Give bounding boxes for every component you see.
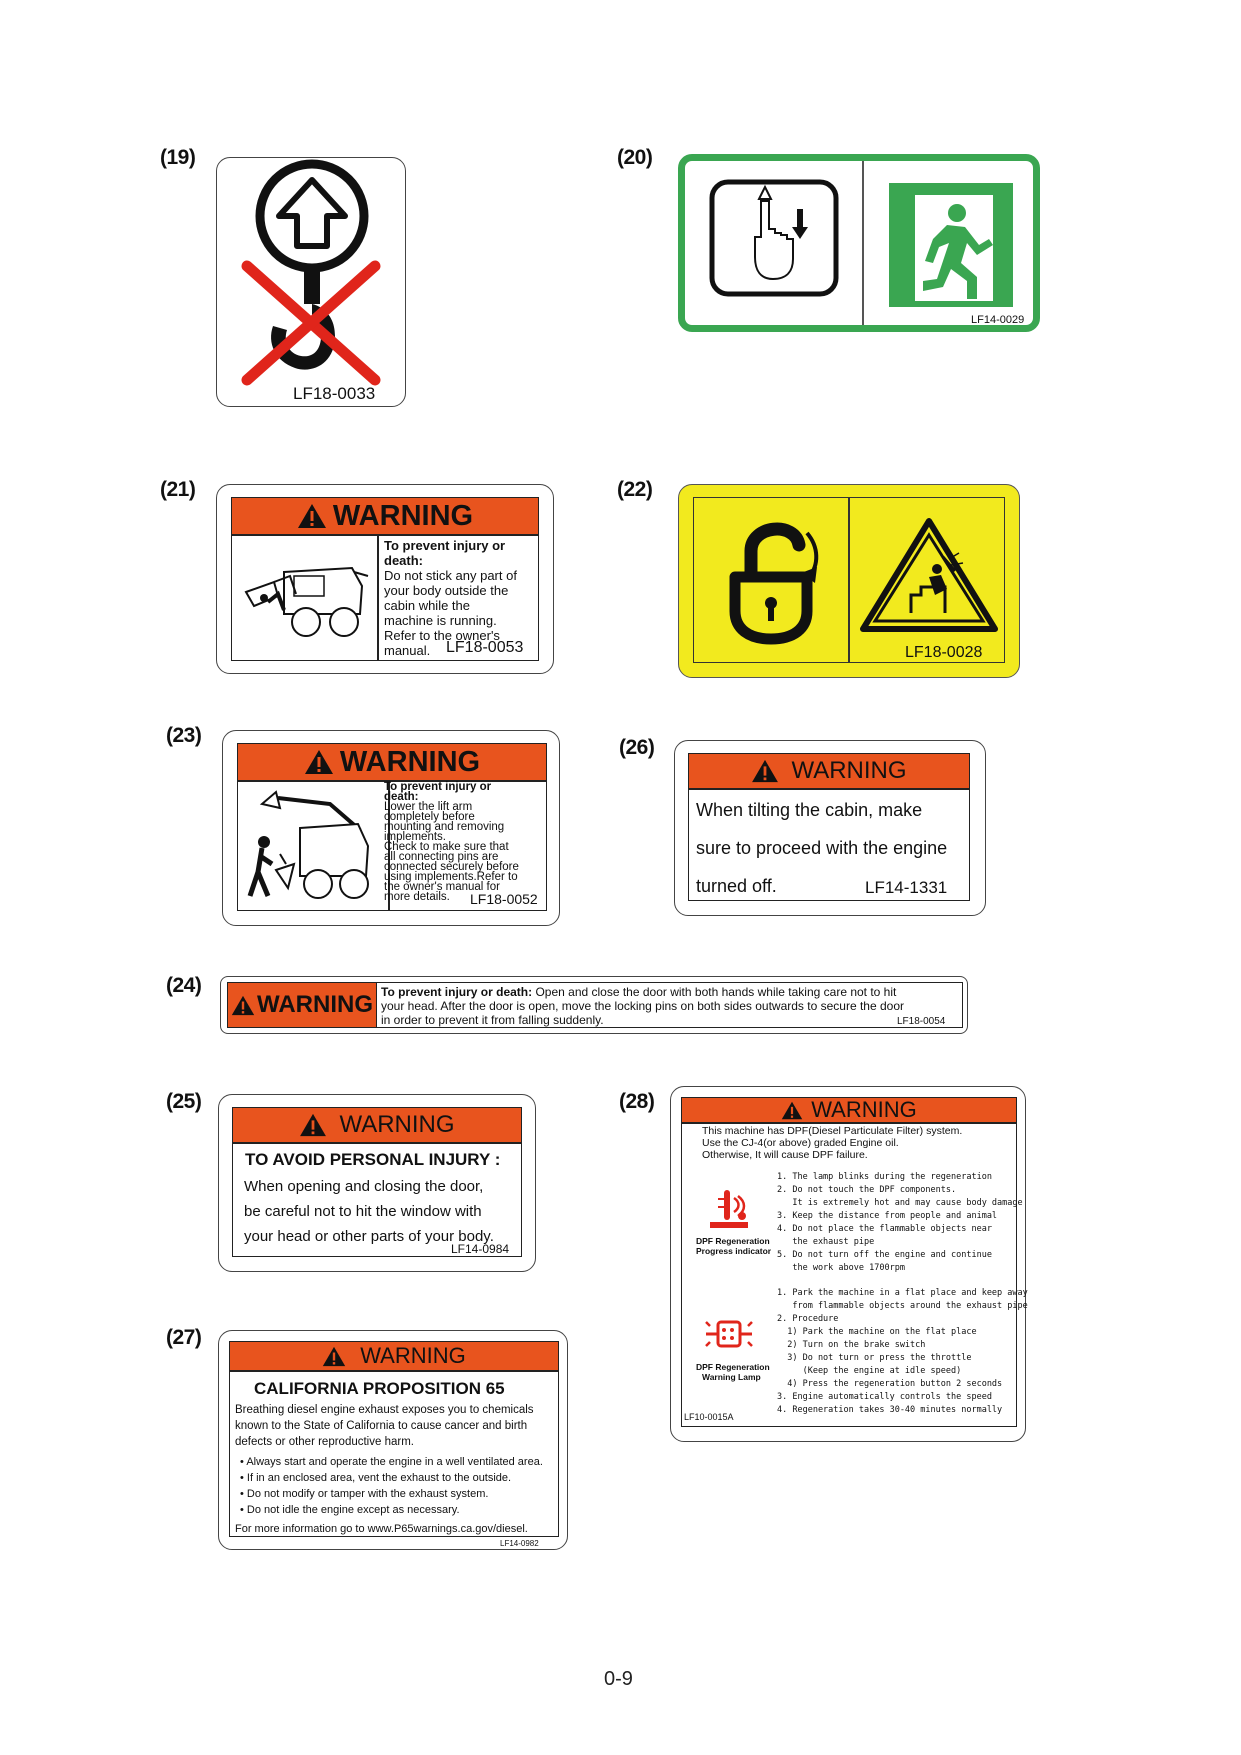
padlock-lock-icon [721, 511, 831, 647]
decal-code: LF18-0052 [470, 891, 538, 907]
warning-text-line: Breathing diesel engine exhaust exposes you to chemicals [235, 1404, 534, 1416]
icon-label: Progress indicator [696, 1246, 772, 1256]
decal-code: LF14-0984 [451, 1242, 510, 1256]
warning-text-line: sure to proceed with the engine [696, 838, 948, 858]
warning-text-line: Open and close the door with both hands while taking care not to hit [532, 985, 897, 999]
list-item: the exhaust pipe [777, 1237, 875, 1247]
warning-footer: For more information go to www.P65warnings.ca.gov/diesel. [235, 1523, 528, 1535]
warning-header [237, 743, 547, 781]
warning-text-line: more details. [384, 891, 450, 903]
label-22: (22) [617, 478, 653, 501]
warning-triangle-icon [751, 759, 779, 783]
warning-body [229, 1371, 559, 1548]
warning-triangle-icon [304, 749, 334, 775]
bullet-item: • Do not modify or tamper with the exhaust system. [240, 1488, 489, 1500]
list-item: 3. Keep the distance from people and animal [777, 1211, 998, 1221]
warning-text-line: Do not stick any part of [384, 568, 517, 583]
warning-triangle-icon [231, 995, 255, 1016]
warning-header [229, 1341, 559, 1371]
running-man-exit-icon [889, 183, 1013, 311]
warning-text-line [381, 985, 896, 999]
warning-header [232, 1107, 522, 1143]
bullet-text: If in an enclosed area, vent the exhaust to the outside. [246, 1472, 512, 1484]
warning-text-line: machine is running. [384, 613, 497, 628]
decal-20-emergency-exit [678, 154, 1040, 332]
decal-code: LF18-0033 [293, 384, 376, 403]
warning-text-line: When opening and closing the door, [244, 1178, 484, 1195]
press-down-hand-icon [709, 179, 839, 299]
warning-header-text: WARNING [257, 991, 373, 1018]
list-item: 1) Park the machine on the flat place [777, 1327, 977, 1337]
list-item: 2) Turn on the brake switch [777, 1340, 926, 1350]
decal-23-lift-arm-warning [222, 730, 560, 926]
warning-text-line: death: [384, 553, 423, 568]
list-item: 3) Do not turn or press the throttle [777, 1353, 972, 1363]
decal-26-tilting-cabin-warning [674, 740, 986, 916]
icon-label: DPF Regeneration [696, 1362, 770, 1372]
warning-text-line: To prevent injury or [384, 538, 506, 553]
warning-text-line: turned off. [696, 876, 777, 896]
warning-body [688, 789, 970, 901]
warning-header-text: WARNING [360, 1343, 466, 1368]
skid-steer-loader-icon [234, 562, 374, 640]
list-item: 2. Do not touch the DPF components. [777, 1185, 957, 1195]
decal-19-no-lifting-hook [216, 157, 406, 407]
warning-text-line: Lower the lift arm [384, 801, 473, 813]
warning-text-line: death: [384, 791, 419, 803]
label-27: (27) [166, 1326, 202, 1349]
warning-text-line: your head. After the door is open, move the locking pins on both sides outwards to secure the door [381, 999, 904, 1013]
label-26: (26) [619, 736, 655, 759]
label-20: (20) [617, 146, 653, 169]
decal-code: LF18-0054 [897, 1016, 946, 1027]
decal-27-california-prop-65 [218, 1330, 568, 1550]
warning-header-text: WARNING [339, 745, 481, 778]
list-item: 4) Press the regeneration button 2 seconds [777, 1379, 1003, 1389]
decal-code: LF14-0982 [500, 1539, 539, 1548]
list-item: from flammable objects around the exhaust pipe [777, 1301, 1028, 1311]
warning-lead: To prevent injury or death: [381, 985, 533, 999]
warning-text-line: To prevent injury or [384, 781, 492, 793]
warning-triangle-icon [299, 1113, 327, 1137]
bullet-text: Always start and operate the engine in a well ventilated area. [246, 1456, 543, 1468]
icon-label: Warning Lamp [702, 1372, 761, 1382]
warning-text-line: known to the State of California to cause cancer and birth [235, 1420, 528, 1432]
bullet-text: Do not idle the engine except as necessary. [246, 1504, 460, 1516]
list-item: 4. Regeneration takes 30-40 minutes normally [777, 1405, 1003, 1415]
warning-header [227, 982, 377, 1028]
warning-text-line: be careful not to hit the window with [244, 1203, 482, 1220]
decal-code: LF18-0028 [905, 644, 983, 661]
decal-code: LF18-0053 [446, 639, 524, 656]
warning-text-line: Use the CJ-4(or above) graded Engine oil. [702, 1137, 899, 1149]
bullet-item: • Do not idle the engine except as necessary. [240, 1504, 460, 1516]
warning-title: CALIFORNIA PROPOSITION 65 [254, 1379, 505, 1398]
list-item: 2. Procedure [777, 1314, 839, 1324]
decal-code: LF14-0029 [971, 314, 1025, 326]
warning-text-line: your head or other parts of your body. [244, 1228, 494, 1245]
lift-hook-prohibited-icon [217, 158, 405, 398]
warning-triangle-icon [297, 503, 327, 529]
warning-text-line: implements. [384, 831, 446, 843]
warning-body [237, 781, 547, 911]
warning-text-line: in order to prevent it from falling suddenly. [381, 1013, 604, 1027]
dpf-regeneration-progress-icon [704, 1184, 754, 1234]
list-item: 3. Engine automatically controls the speed [777, 1392, 992, 1402]
warning-body [681, 1123, 1028, 1427]
warning-header-text: WARNING [332, 499, 474, 532]
bullet-item: • If in an enclosed area, vent the exhaust to the outside. [240, 1472, 512, 1484]
label-24: (24) [166, 974, 202, 997]
warning-header-text: WARNING [811, 1097, 917, 1122]
warning-text-line: This machine has DPF(Diesel Particulate Filter) system. [702, 1125, 963, 1137]
warning-body [377, 982, 963, 1028]
warning-text-line: manual. [384, 643, 431, 658]
decal-25-door-window-warning [218, 1094, 536, 1272]
warning-text-line: Otherwise, It will cause DPF failure. [702, 1149, 868, 1161]
warning-text-line: the owner's manual for [384, 881, 500, 893]
list-item: 4. Do not place the flammable objects near [777, 1224, 992, 1234]
warning-title: TO AVOID PERSONAL INJURY : [245, 1150, 501, 1169]
warning-header-text: WARNING [791, 757, 907, 784]
crush-hazard-triangle-icon [859, 517, 999, 633]
label-28: (28) [619, 1090, 655, 1113]
warning-text-line: connected securely before [384, 861, 519, 873]
warning-text-line: defects or other reproductive harm. [235, 1436, 414, 1448]
bullet-text: Do not modify or tamper with the exhaust system. [246, 1488, 489, 1500]
warning-header [231, 497, 539, 535]
warning-triangle-icon [781, 1101, 803, 1120]
list-item: It is extremely hot and may cause body damage [777, 1198, 1023, 1208]
label-23: (23) [166, 724, 202, 747]
icon-label: DPF Regeneration [696, 1236, 770, 1246]
warning-text-line: Check to make sure that [384, 841, 509, 853]
warning-text-line: using implements.Refer to [384, 871, 518, 883]
warning-body [231, 535, 539, 661]
warning-text-line: mounting and removing [384, 821, 505, 833]
warning-text-line: completely before [384, 811, 475, 823]
list-item: (Keep the engine at idle speed) [777, 1366, 962, 1376]
decal-22-lock-crush-hazard [678, 484, 1020, 678]
label-21: (21) [160, 478, 196, 501]
list-item: the work above 1700rpm [777, 1263, 905, 1273]
label-19: (19) [160, 146, 196, 169]
warning-body [232, 1143, 522, 1257]
warning-text-line: cabin while the [384, 598, 470, 613]
loader-implement-icon [240, 784, 386, 902]
warning-header [681, 1097, 1017, 1123]
warning-text-line: When tilting the cabin, make [696, 800, 923, 820]
bullet-item: • Always start and operate the engine in a well ventilated area. [240, 1456, 543, 1468]
warning-triangle-icon [322, 1346, 346, 1367]
decal-21-cabin-warning [216, 484, 554, 674]
decal-code: LF10-0015A [684, 1412, 734, 1422]
decal-28-dpf-warning [670, 1086, 1026, 1442]
warning-header-text: WARNING [339, 1111, 455, 1138]
warning-text-line: all connecting pins are [384, 851, 499, 863]
warning-text-line: your body outside the [384, 583, 509, 598]
list-item: 5. Do not turn off the engine and continue [777, 1250, 992, 1260]
list-item: 1. The lamp blinks during the regeneration [777, 1172, 992, 1182]
dpf-regeneration-warning-lamp-icon [704, 1312, 754, 1356]
warning-header [688, 753, 970, 789]
list-item: 1. Park the machine in a flat place and keep away [777, 1288, 1028, 1298]
decal-code: LF14-1331 [865, 878, 948, 897]
decal-24-door-warning [220, 976, 968, 1034]
page-number: 0-9 [604, 1668, 633, 1690]
label-25: (25) [166, 1090, 202, 1113]
warning-text-line: Refer to the owner's [384, 628, 500, 643]
